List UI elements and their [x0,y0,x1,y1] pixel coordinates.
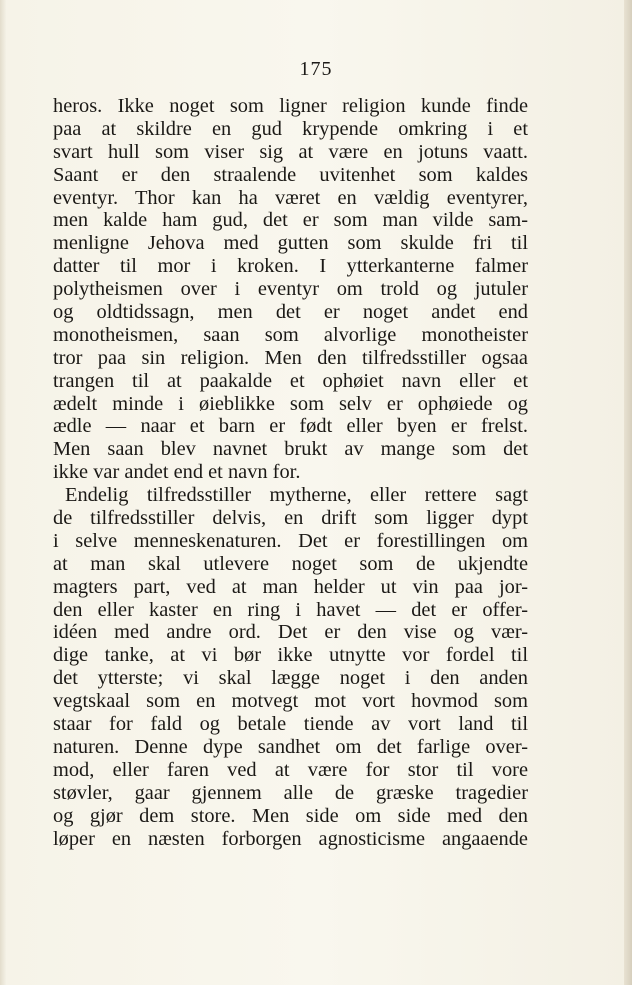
text-line: menligne Jehova med gutten som skulde fri til [53,232,528,255]
text-line: mod, eller faren ved at være for stor til vore [53,758,528,781]
text-line: magters part, ved at man helder ut vin paa jor- [53,575,528,598]
text-line: trangen til at paakalde et ophøiet navn eller et [53,369,528,392]
body-text [53,95,528,850]
text-line: staar for fald og betale tiende av vort land til [53,713,528,736]
text-line: men kalde ham gud, det er som man vilde sam- [53,209,528,232]
text-line: ædelt minde i øieblikke som selv er ophøiede og [53,392,528,415]
text-line: de tilfredsstiller delvis, en drift som ligger dypt [53,507,528,530]
text-line: eventyr. Thor kan ha været en vældig eventyrer, [53,186,528,209]
text-line: heros. Ikke noget som ligner religion kunde finde [53,95,528,117]
text-line: polytheismen over i eventyr om trold og jutuler [53,278,528,301]
text-line: Men saan blev navnet brukt av mange som det [53,438,528,461]
text-line: Saant er den straalende uvitenhet som kaldes [53,163,528,186]
text-line: paa at skildre en gud krypende omkring i et [53,117,528,140]
text-line: vegtskaal som en motvegt mot vort hovmod som [53,690,528,713]
text-line: Endelig tilfredsstiller mytherne, eller rettere sagt [65,484,528,507]
page-right-edge [624,0,632,985]
text-line: løper en næsten forborgen agnosticisme angaaende [53,827,528,850]
page-number: 175 [299,58,333,80]
text-line: svart hull som viser sig at være en jotuns vaatt. [53,140,528,163]
text-line: og oldtidssagn, men det er noget andet end [53,301,528,324]
text-line: dige tanke, at vi bør ikke utnytte vor fordel til [53,644,528,667]
page-left-edge [0,0,6,985]
text-line: naturen. Denne dype sandhet om det farlige over- [53,735,528,758]
text-line: det ytterste; vi skal lægge noget i den anden [53,667,528,690]
text-line: datter til mor i kroken. I ytterkanterne falmer [53,255,528,278]
text-line: tror paa sin religion. Men den tilfredsstiller ogsaa [53,346,528,369]
text-line: monotheismen, saan som alvorlige monotheister [53,323,528,346]
text-line: at man skal utlevere noget som de ukjendte [53,552,528,575]
text-line: og gjør dem store. Men side om side med den [53,804,528,827]
text-line: idéen med andre ord. Det er den vise og vær- [53,621,528,644]
text-line: ikke var andet end et navn for. [53,461,301,484]
text-line: den eller kaster en ring i havet — det er offer- [53,598,528,621]
text-line: støvler, gaar gjennem alle de græske tragedier [53,781,528,804]
text-line: i selve menneskenaturen. Det er forestillingen om [53,529,528,552]
text-line: ædle — naar et barn er født eller byen er frelst. [53,415,528,438]
